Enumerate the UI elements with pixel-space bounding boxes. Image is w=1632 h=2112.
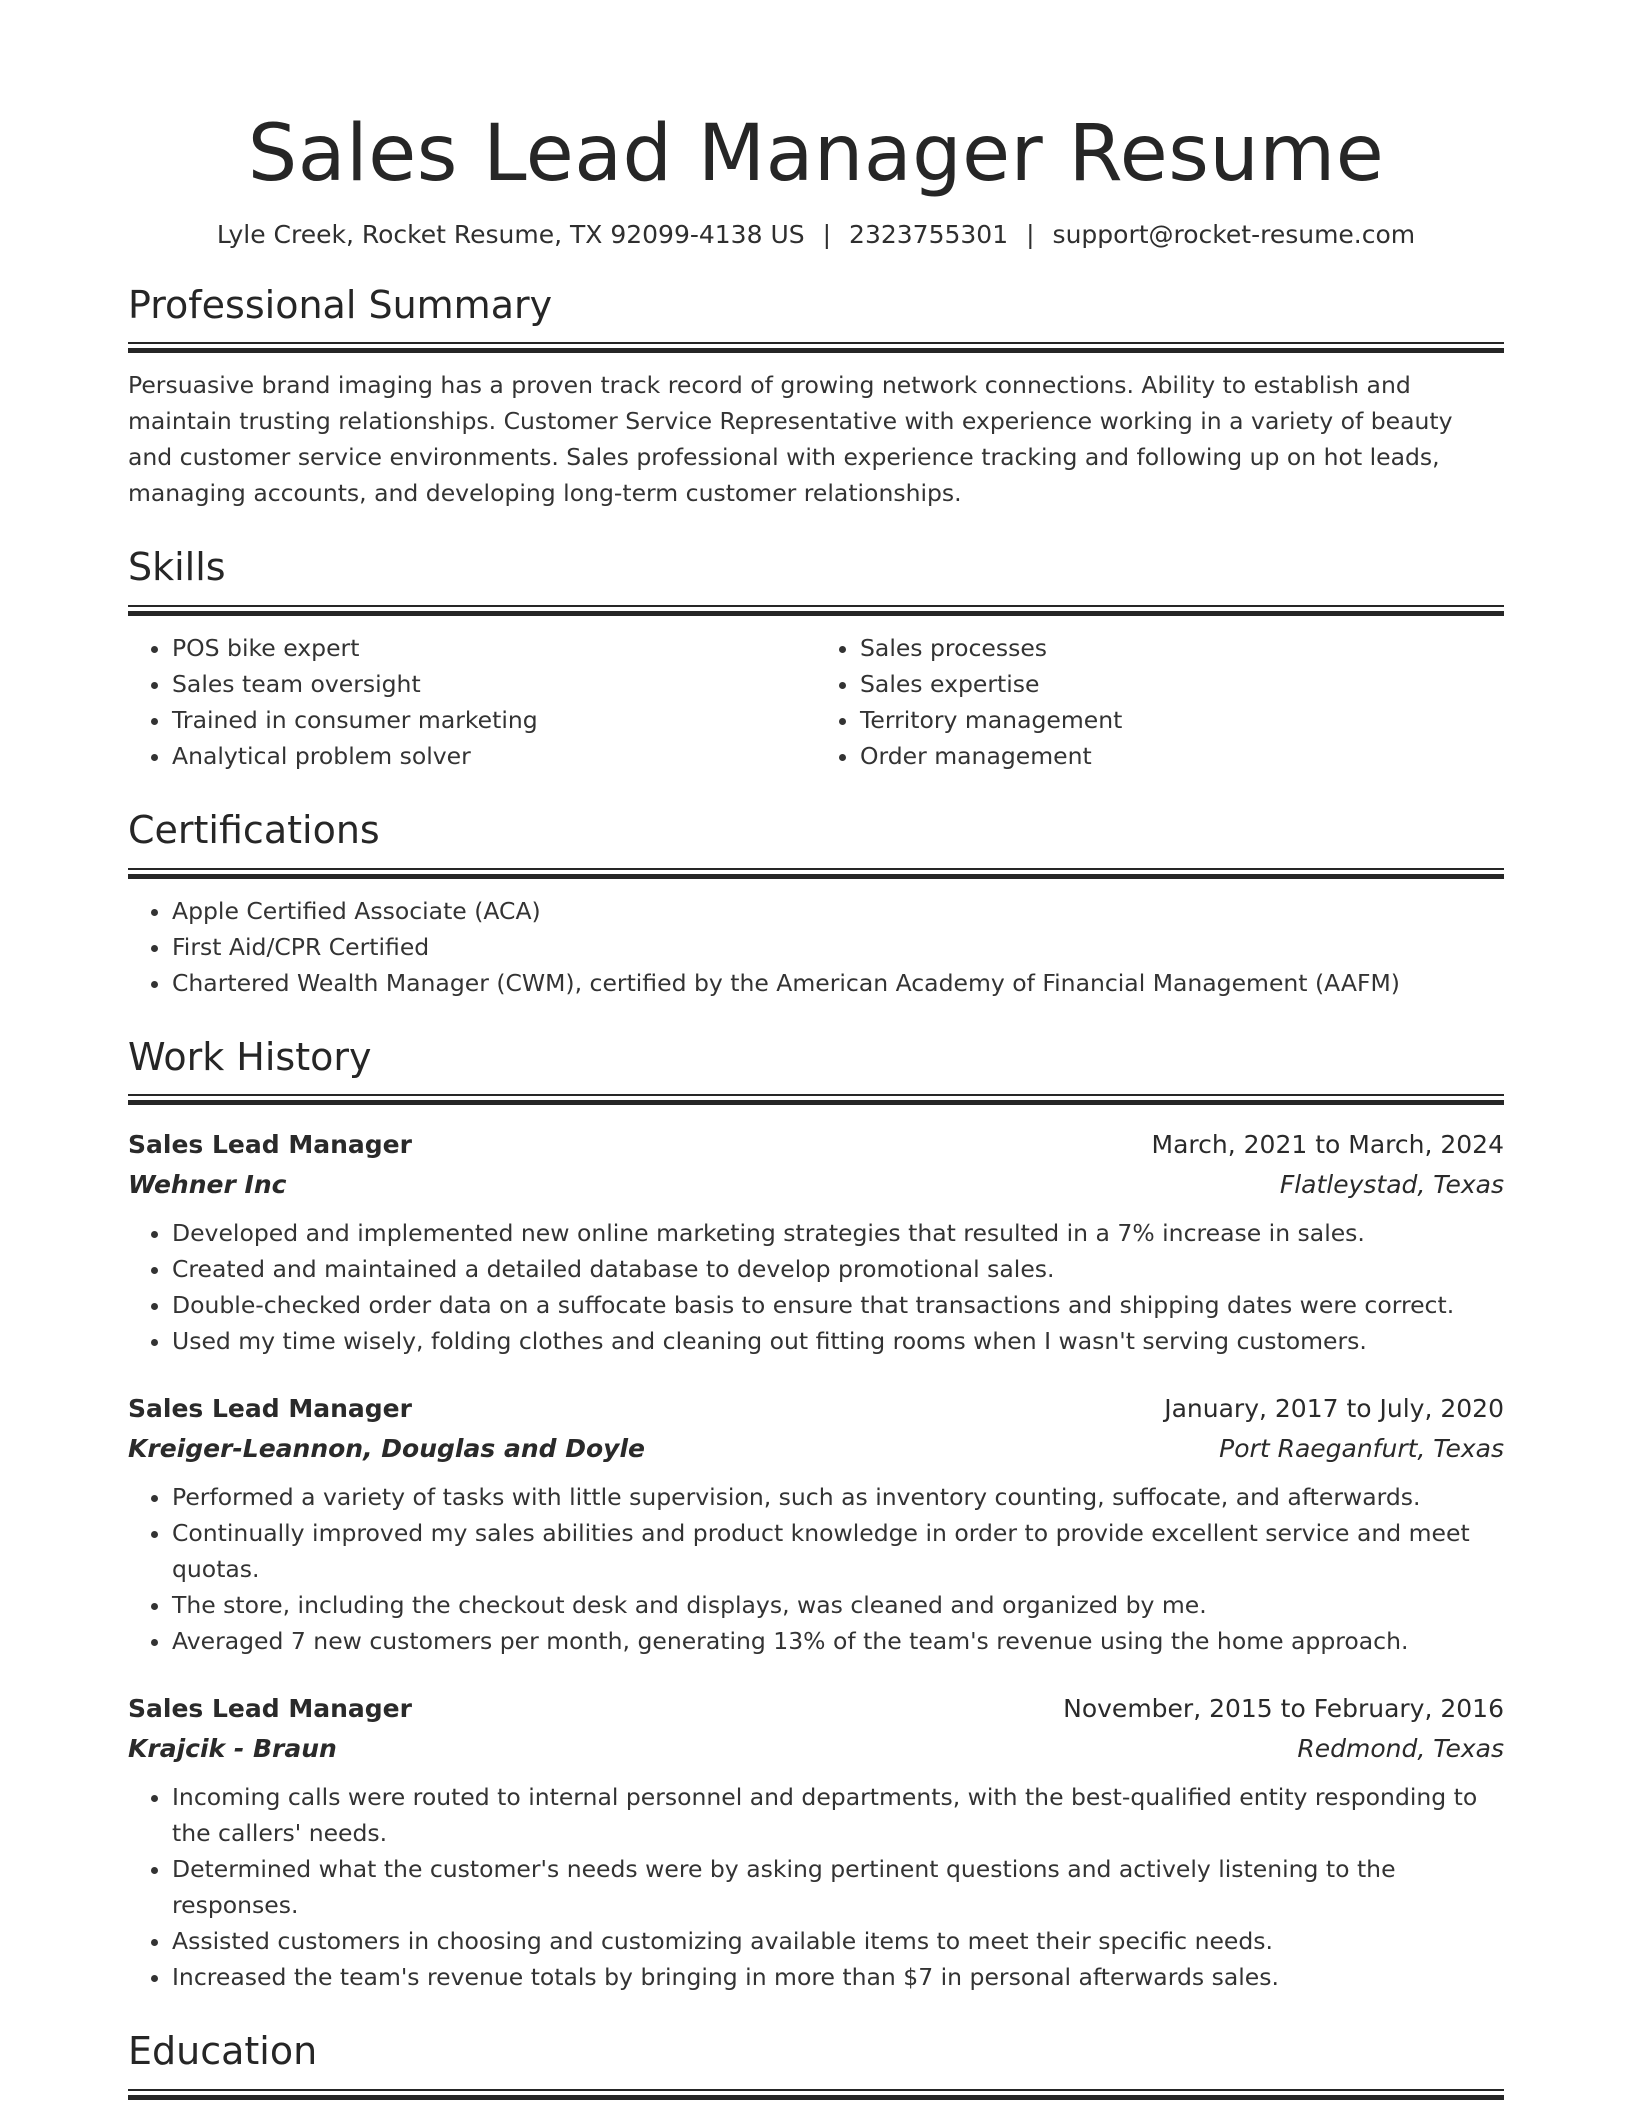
email: support@rocket-resume.com [1052, 219, 1416, 249]
contact-separator: | [1026, 219, 1035, 249]
job-dates: November, 2015 to February, 2016 [1063, 1694, 1504, 1724]
contact-line [128, 220, 1504, 249]
job-bullets [128, 1479, 1504, 1659]
contact-separator: | [822, 219, 832, 249]
job-company-row [128, 1429, 1504, 1469]
certifications-list [128, 893, 1504, 1001]
section-divider [128, 868, 1504, 879]
section-heading: Education [128, 2029, 318, 2074]
job-bullet: • Double-checked order data on a suffocate basis to ensure that transactions and shipping dates were correct. [172, 1287, 1504, 1323]
job-bullet: • Used my time wisely, folding clothes and cleaning out fitting rooms when I wasn't serving customers. [172, 1323, 1504, 1359]
job-bullet: • Performed a variety of tasks with little supervision, such as inventory counting, suffocate, and afterwards. [172, 1479, 1504, 1515]
job-location: Flatleystad, Texas [1279, 1170, 1504, 1200]
section-heading: Professional Summary [128, 282, 553, 327]
education-section [128, 2029, 1504, 2100]
job-title: Sales Lead Manager [128, 1130, 412, 1160]
job-dates: January, 2017 to July, 2020 [1164, 1394, 1504, 1424]
company-name: Wehner Inc [128, 1170, 287, 1200]
job-company-row [128, 1729, 1504, 1769]
company-name: Kreiger-Leannon, Douglas and Doyle [128, 1434, 645, 1464]
skill-item: • Order management [860, 738, 1504, 774]
job-header-row [128, 1389, 1504, 1429]
skill-item: • Analytical problem solver [172, 738, 816, 774]
section-divider [128, 2089, 1504, 2100]
summary-text: Persuasive brand imaging has a proven track record of growing network connections. Ability to establish and maintain trusting relationships. Customer Service Representative with experience working in a variety of beauty and customer service environments. Sales professional with experience tracking and following up on hot leads, managing accounts, and developing long-term customer relationships. [128, 371, 1453, 508]
section-divider [128, 1094, 1504, 1105]
company-name: Krajcik - Braun [128, 1734, 337, 1764]
job-bullets [128, 1215, 1504, 1359]
job-bullets [128, 1779, 1504, 1995]
job-entry [128, 1689, 1504, 1995]
job-location: Port Raeganfurt, Texas [1219, 1434, 1504, 1464]
certification-item: • Apple Certified Associate (ACA) [172, 893, 1504, 929]
job-bullet: • Created and maintained a detailed database to develop promotional sales. [172, 1251, 1504, 1287]
job-bullet: • The store, including the checkout desk and displays, was cleaned and organized by me. [172, 1587, 1504, 1623]
certification-item: • Chartered Wealth Manager (CWM), certified by the American Academy of Financial Management (AAFM) [172, 965, 1504, 1001]
certifications-section [128, 808, 1504, 1001]
work-history-section [128, 1035, 1504, 1996]
job-bullet: • Determined what the customer's needs were by asking pertinent questions and actively listening to the responses. [172, 1851, 1504, 1923]
phone: 2323755301 [849, 219, 1009, 249]
job-dates: March, 2021 to March, 2024 [1151, 1130, 1504, 1160]
job-title: Sales Lead Manager [128, 1394, 412, 1424]
job-entry [128, 1389, 1504, 1659]
job-location: Redmond, Texas [1297, 1734, 1504, 1764]
job-header-row [128, 1125, 1504, 1165]
skill-item: • Sales expertise [860, 666, 1504, 702]
job-bullet: • Continually improved my sales abilities and product knowledge in order to provide excellent service and meet quotas. [172, 1515, 1504, 1587]
section-divider [128, 605, 1504, 616]
section-heading: Certifications [128, 807, 380, 852]
section-divider [128, 342, 1504, 353]
skills-section [128, 545, 1504, 774]
job-header-row [128, 1689, 1504, 1729]
job-bullet: • Assisted customers in choosing and customizing available items to meet their specific needs. [172, 1923, 1504, 1959]
job-bullet: • Averaged 7 new customers per month, generating 13% of the team's revenue using the home approach. [172, 1623, 1504, 1659]
job-entry [128, 1125, 1504, 1359]
skill-item: • Territory management [860, 702, 1504, 738]
job-company-row [128, 1165, 1504, 1205]
skills-list-left [128, 630, 816, 774]
resume-title: Sales Lead Manager Resume [247, 109, 1385, 199]
skill-item: • Trained in consumer marketing [172, 702, 816, 738]
skills-list-right [816, 630, 1504, 774]
summary-section [128, 283, 1504, 512]
skill-item: • Sales team oversight [172, 666, 816, 702]
certification-item: • First Aid/CPR Certified [172, 929, 1504, 965]
job-bullet: • Incoming calls were routed to internal personnel and departments, with the best-qualified entity responding to the callers' needs. [172, 1779, 1504, 1851]
job-bullet: • Increased the team's revenue totals by bringing in more than $7 in personal afterwards sales. [172, 1959, 1504, 1995]
skills-grid [128, 630, 1504, 774]
skill-item: • Sales processes [860, 630, 1504, 666]
section-heading: Work History [128, 1034, 372, 1079]
skill-item: • POS bike expert [172, 630, 816, 666]
section-heading: Skills [128, 545, 226, 590]
job-title: Sales Lead Manager [128, 1694, 412, 1724]
address: Lyle Creek, Rocket Resume, TX 92099-4138 US [216, 219, 805, 249]
job-bullet: • Developed and implemented new online marketing strategies that resulted in a 7% increase in sales. [172, 1215, 1504, 1251]
